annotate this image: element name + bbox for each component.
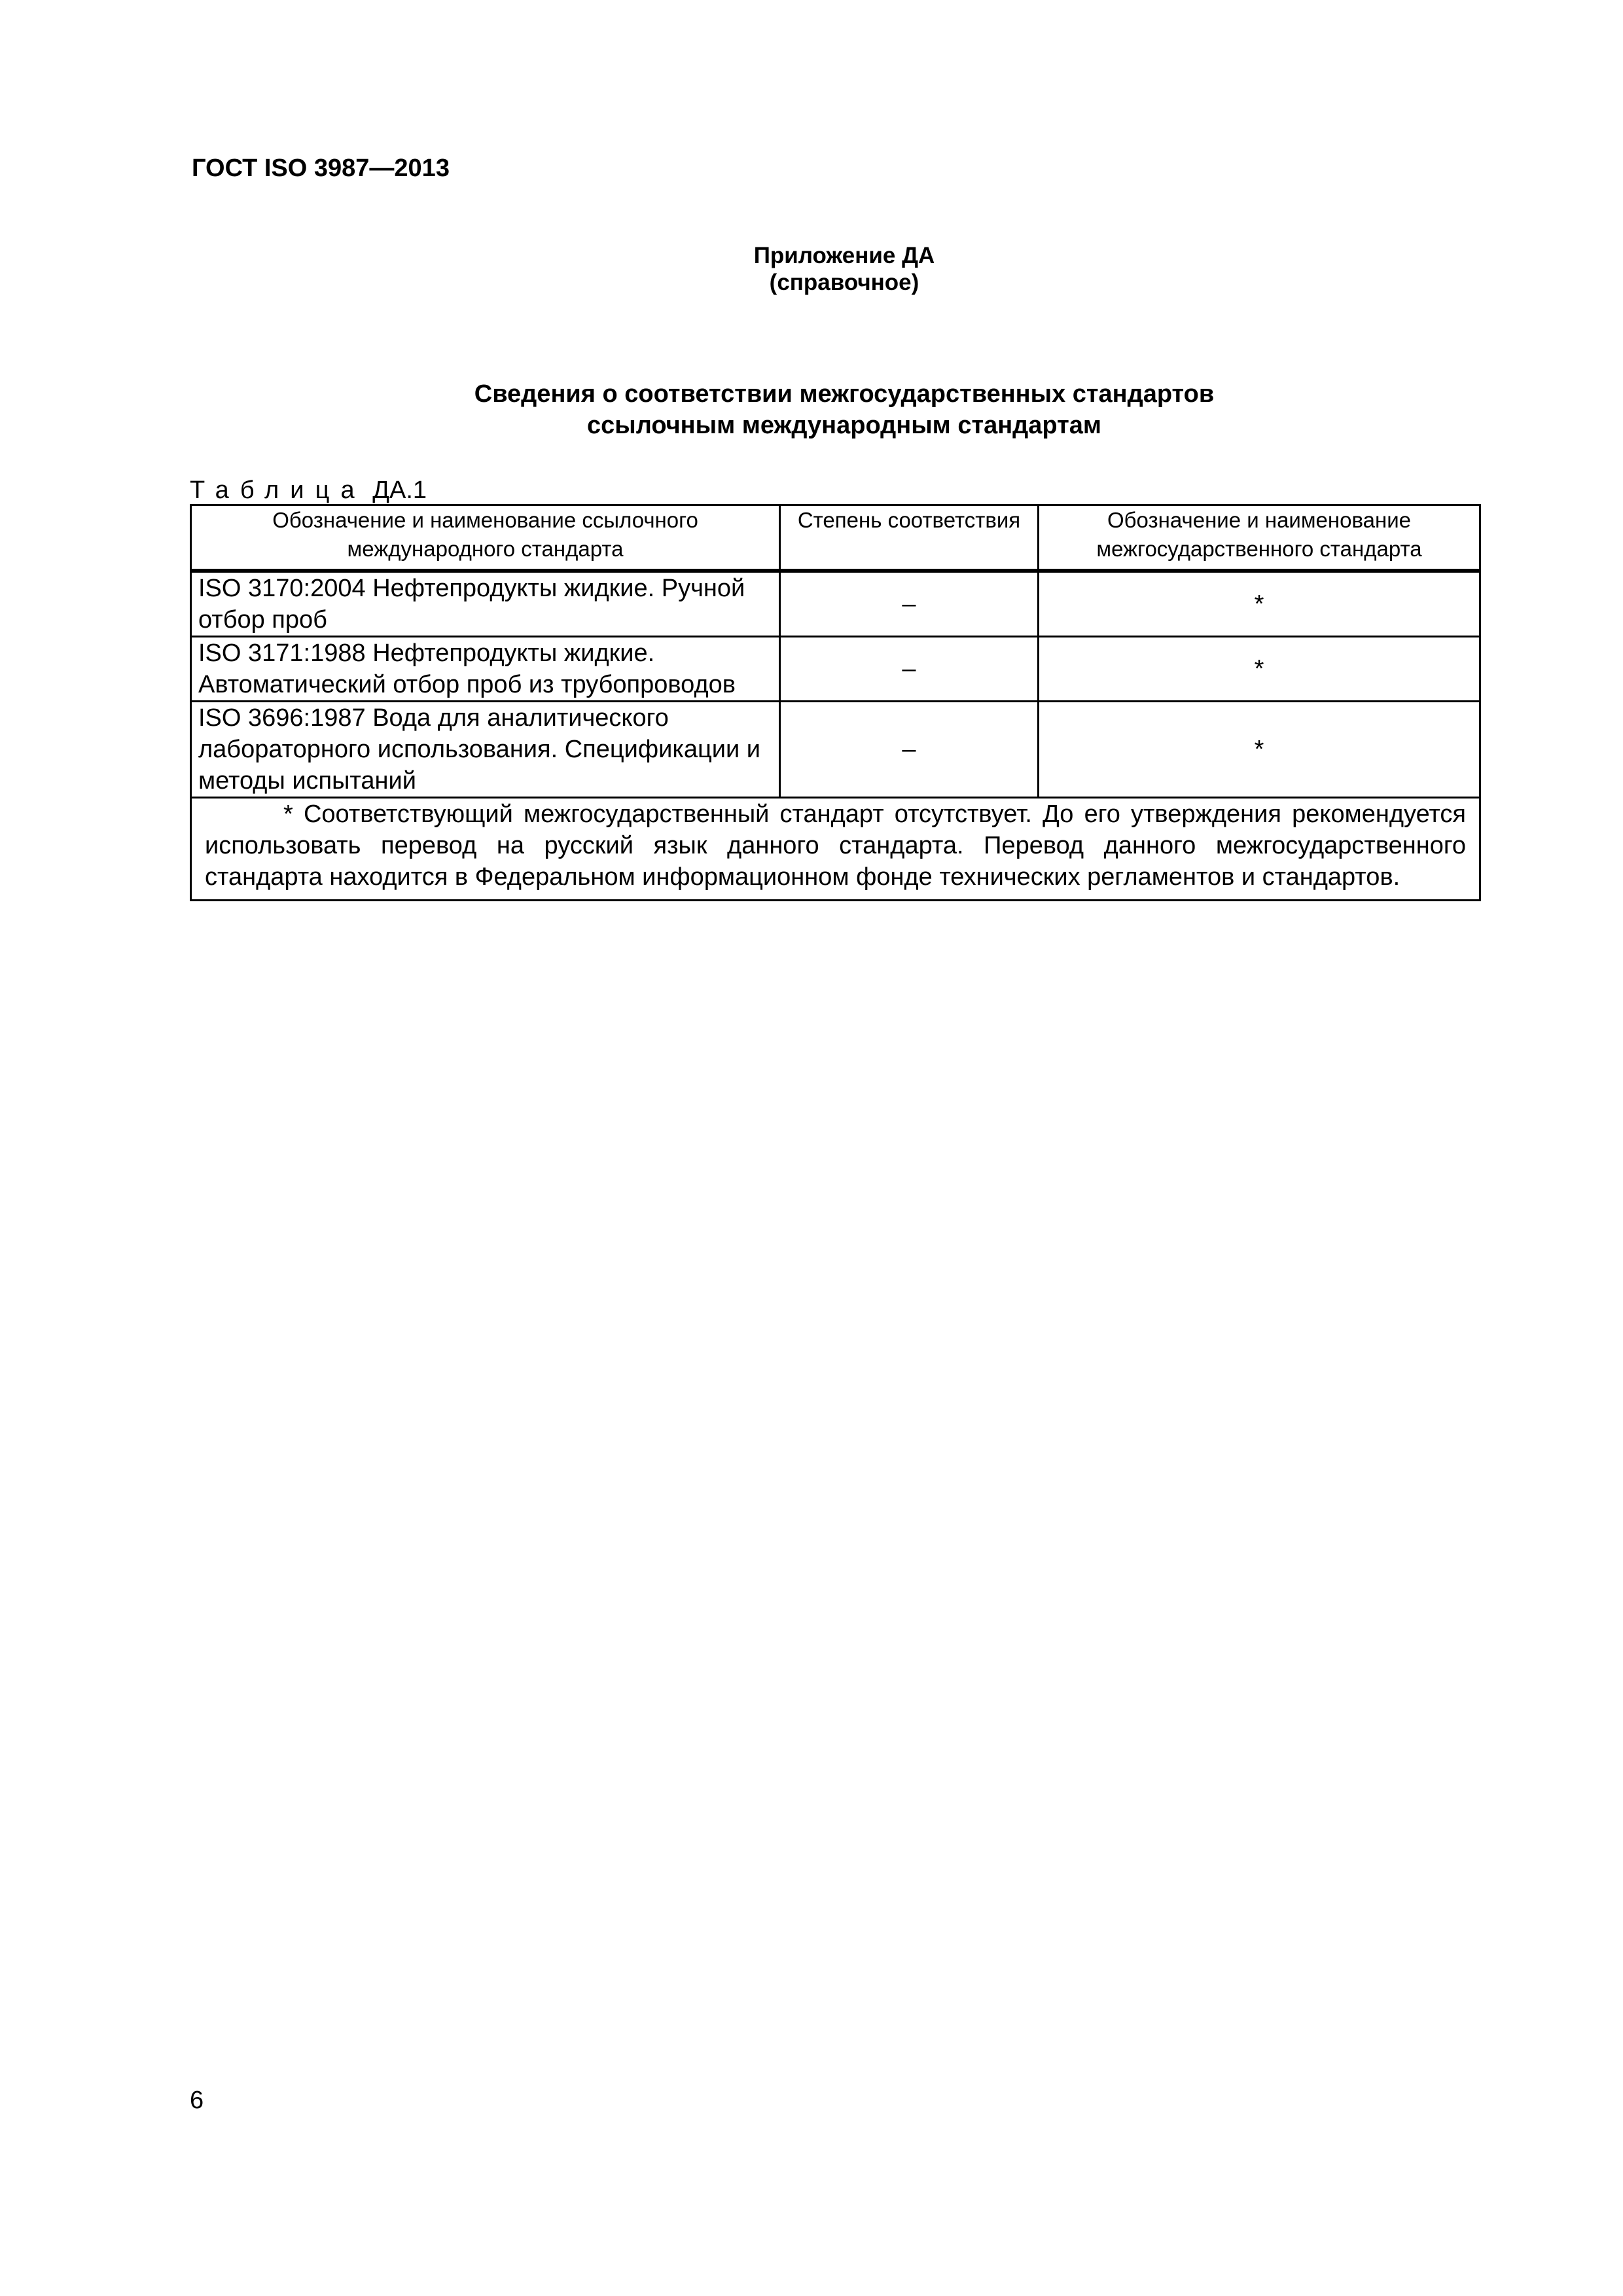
cell-degree: – bbox=[780, 702, 1039, 798]
appendix-title: Приложение ДА bbox=[753, 243, 935, 268]
table-caption-word: Таблица bbox=[190, 476, 366, 504]
cell-degree: – bbox=[780, 637, 1039, 702]
table-footnote-row bbox=[191, 798, 1480, 901]
correspondence-table bbox=[190, 504, 1481, 901]
appendix-kind: (справочное) bbox=[769, 270, 919, 295]
table-row bbox=[191, 702, 1480, 798]
table-caption bbox=[190, 476, 427, 504]
header-degree-of-correspondence: Степень соответствия bbox=[780, 505, 1039, 571]
cell-reference-standard: ISO 3170:2004 Нефтепродукты жидкие. Ручной отбор проб bbox=[191, 571, 780, 637]
table-footnote-cell bbox=[191, 798, 1480, 901]
table-footnote: * Соответствующий межгосударственный стандарт отсутствует. До его утверждения рекомендуется использовать перевод на русский язык данного стандарта. Перевод данного межгосударственного стандарта находится в Федеральном информационном фонде технических регламентов и стандартов. bbox=[205, 800, 1466, 891]
cell-interstate-standard: * bbox=[1039, 637, 1480, 702]
table-header-row bbox=[191, 505, 1480, 571]
cell-reference-standard: ISO 3696:1987 Вода для аналитического лабораторного использования. Спецификации и методы испытаний bbox=[191, 702, 780, 798]
table-caption-number: ДА.1 bbox=[372, 476, 427, 504]
header-reference-standard: Обозначение и наименование ссылочного международного стандарта bbox=[191, 505, 780, 571]
document-code: ГОСТ ISO 3987—2013 bbox=[192, 154, 450, 182]
cell-degree: – bbox=[780, 571, 1039, 637]
cell-interstate-standard: * bbox=[1039, 702, 1480, 798]
correspondence-table-wrapper bbox=[190, 504, 1479, 901]
appendix-heading bbox=[556, 242, 1132, 296]
page-number: 6 bbox=[190, 2087, 204, 2114]
cell-reference-standard: ISO 3171:1988 Нефтепродукты жидкие. Автоматический отбор проб из трубопроводов bbox=[191, 637, 780, 702]
section-title bbox=[190, 378, 1499, 441]
table-row bbox=[191, 637, 1480, 702]
cell-interstate-standard: * bbox=[1039, 571, 1480, 637]
section-title-line-2: ссылочным международным стандартам bbox=[586, 412, 1101, 439]
header-interstate-standard: Обозначение и наименование межгосударственного стандарта bbox=[1039, 505, 1480, 571]
table-row bbox=[191, 571, 1480, 637]
section-title-line-1: Сведения о соответствии межгосударственных стандартов bbox=[474, 380, 1215, 408]
